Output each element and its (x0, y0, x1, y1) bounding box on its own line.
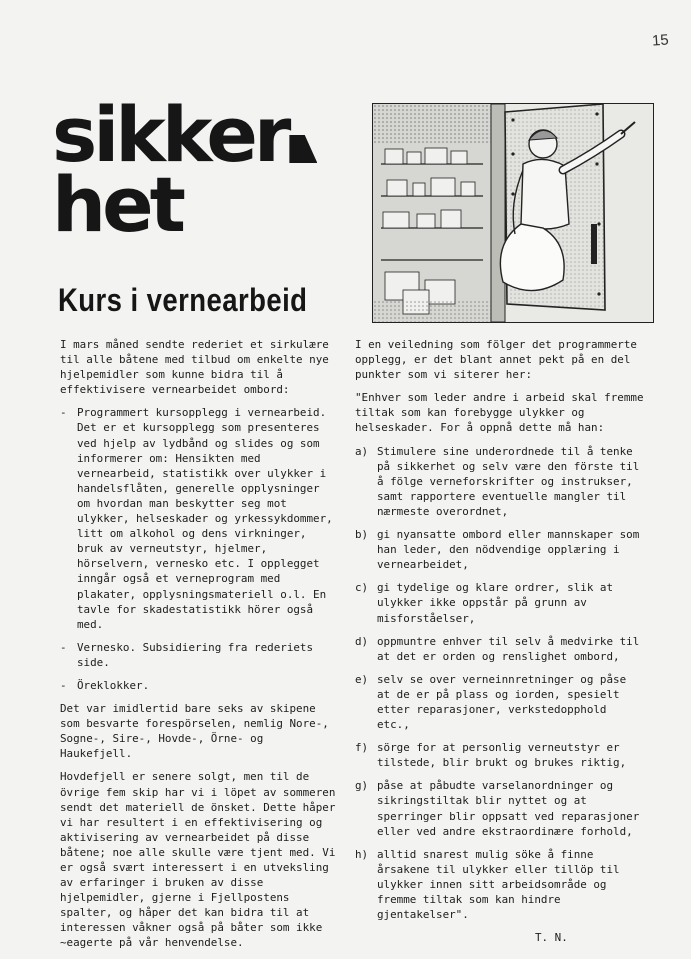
list-item-text: selv se over verneinnretninger og påse at de er på plass og iorden, spesielt etter reparasjoner, verkstedopphold etc., (377, 672, 627, 732)
list-item-text: sörge for at personlig verneutstyr er tilstede, blir brukt og brukes riktig, (377, 741, 627, 770)
list-item (355, 778, 645, 838)
list-marker: g) (355, 779, 369, 793)
hyphen-mark (289, 123, 317, 163)
illustration-drawing (373, 104, 653, 322)
masthead-line-2: het (52, 160, 182, 249)
list-marker: f) (355, 741, 369, 755)
page-number: 15 (651, 31, 670, 50)
author-signature: T. N. (535, 931, 568, 945)
masthead-title (52, 90, 317, 249)
list-marker: b) (355, 528, 369, 542)
list-item-text: Programmert kursopplegg i vernearbeid. Det er et kursopplegg som presenteres ved hjelp av lydbånd og slides og som informerer om: Hensikten med vernearbeid, statistikk over ulykker i handelsflåten, generelle opplysninger om hvordan man beskytter seg mot ulykker, helseskader og yrkessykdommer, litt om alkohol og dens virkninger, bruk av verneutstyr, hjelmer, hörselvern, vernesko etc. I opplegget inngår også et verneprogram med plakater, opplysningsmateriell o.l. En tavle for skadestatistikk hörer også med. (77, 406, 333, 631)
list-marker: - (60, 640, 67, 654)
list-item (60, 640, 338, 670)
closing-paragraph: Hovdefjell er senere solgt, men til de övrige fem skip har vi i löpet av sommeren sendt det materiell de önsket. Dette håper vi har resultert i en effektivisering og aktivisering av vernearbeidet på disse båtene; noe alle skulle være tjent med. Vi er også svært interessert i en utveksling av erfaringer i bruken av disse hjelpemidler, gjerne i Fjellpostens spalter, og håper det kan bidra til at interessen våkner også på båter som ikke ~eagerte på vår henvendelse. (60, 770, 336, 950)
list-item (60, 678, 338, 693)
list-item-text: alltid snarest mulig söke å finne årsakene til ulykker eller tillöp til ulykker innen sitt arbeidsområde og fremme tiltak som kan hindre gjentakelser". (377, 847, 620, 922)
list-item (355, 740, 645, 770)
ships-paragraph: Det var imidlertid bare seks av skipene som besvarte forespörselen, nemlig Nore-, Sogne-, Sire-, Hovde-, Örne- og Haukefjell. (60, 702, 329, 761)
list-item-text: Vernesko. Subsidiering fra rederiets side. (77, 640, 314, 669)
list-item (355, 527, 645, 572)
list-marker: h) (355, 847, 369, 861)
left-column (60, 337, 338, 959)
masthead-line-1: sikker (52, 90, 288, 179)
list-item (355, 444, 645, 519)
list-marker: d) (355, 634, 369, 648)
right-column (355, 337, 645, 945)
list-item-text: gi nyansatte ombord eller mannskaper som han leder, den nödvendige opplæring i vernearbeidet, (377, 528, 640, 572)
intro-paragraph: I mars måned sendte rederiet et sirkulære til alle båtene med tilbud om enkelte nye hjelpemidler som kunne bidra til å effektivisere vernearbeidet ombord: (60, 338, 329, 397)
list-marker: a) (355, 444, 369, 458)
list-item (60, 405, 338, 631)
guide-intro-paragraph: I en veiledning som fölger det programmerte opplegg, er det blant annet pekt på en del punkter som vi siterer her: (355, 338, 637, 382)
list-item (355, 634, 645, 664)
article-subtitle: Kurs i vernearbeid (58, 282, 308, 318)
ship-door-illustration (372, 103, 654, 323)
list-item-text: gi tydelige og klare ordrer, slik at ulykker ikke oppstår på grunn av misforståelser, (377, 581, 614, 625)
list-marker: - (60, 678, 67, 692)
list-marker: e) (355, 672, 369, 686)
list-item (355, 672, 645, 732)
list-item-text: Stimulere sine underordnede til å tenke på sikkerhet og selv være den förste til å fölge verneforskrifter og instrukser, samt rapportere eventuelle mangler til nærmeste overordnet, (377, 444, 640, 518)
list-marker: c) (355, 581, 369, 595)
list-item (355, 580, 645, 625)
list-marker: - (60, 406, 67, 420)
list-item-text: oppmuntre enhver til selv å medvirke til at det er orden og renslighet ombord, (377, 634, 640, 663)
list-item-text: påse at påbudte varselanordninger og sikringstiltak blir nyttet og at sperringer blir oppsatt ved reparasjoner eller ved andre ekstraordinære forhold, (377, 779, 640, 838)
list-item-text: Öreklokker. (77, 678, 150, 692)
quote-intro: "Enhver som leder andre i arbeid skal fremme tiltak som kan forebygge ulykker og helseskader. For å oppnå dette må han: (355, 391, 644, 435)
list-item (355, 847, 645, 922)
